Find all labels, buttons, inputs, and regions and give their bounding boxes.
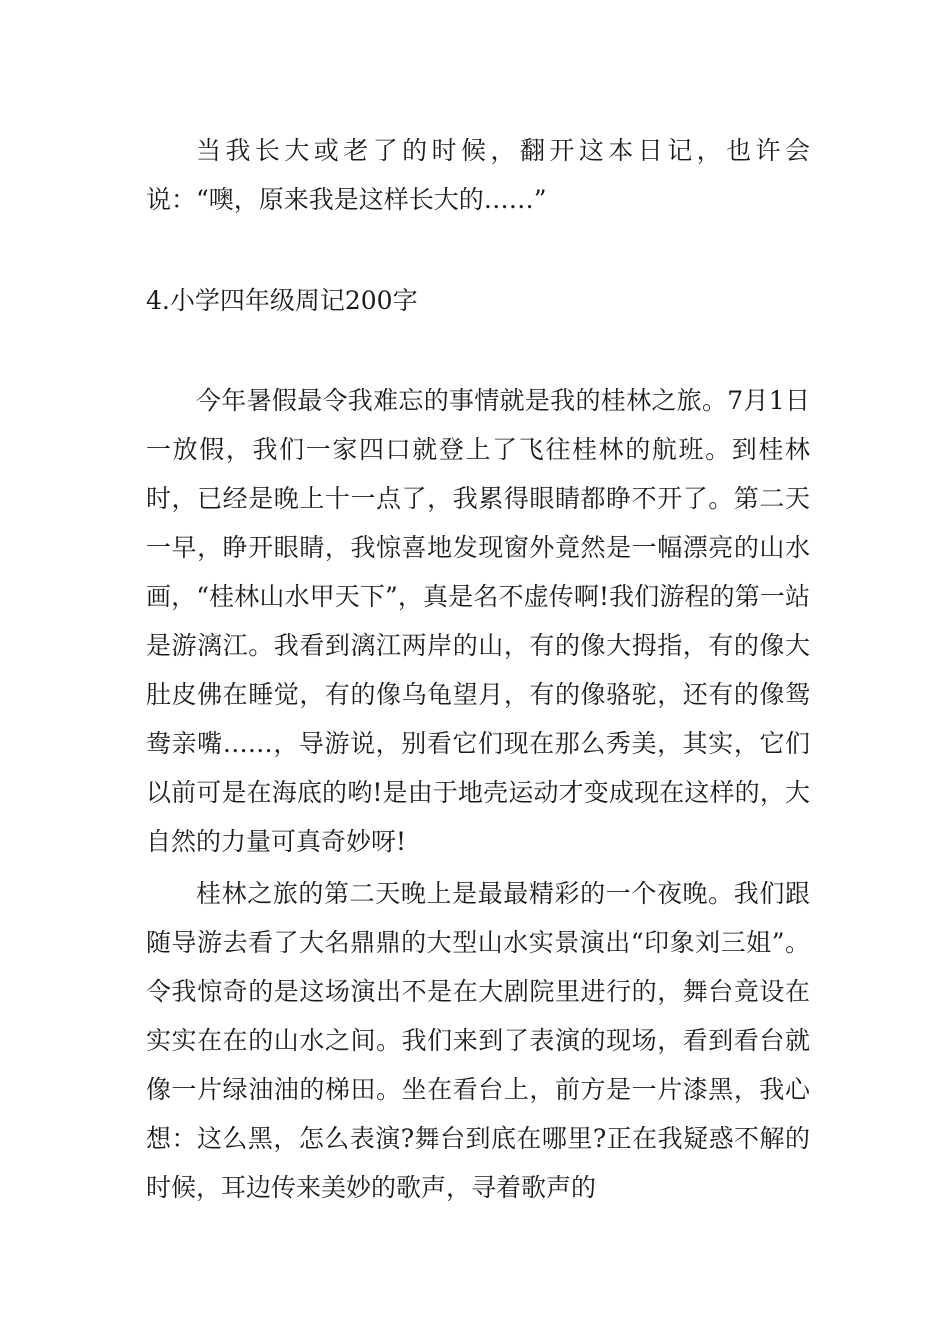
body-paragraph-2: 桂林之旅的第二天晚上是最最精彩的一个夜晚。我们跟随导游去看了大名鼎鼎的大型山水实景演出“印象刘三姐”。令我惊奇的是这场演出不是在大剧院里进行的，舞台竟设在实实在在的山水之间。我们来到了表演的现场，看到看台就像一片绿油油的梯田。坐在看台上，前方是一片漆黑，我心想：这么黑，怎么表演?舞台到底在哪里?正在我疑惑不解的时候，耳边传来美妙的歌声，寻着歌声的 xyxy=(146,879,810,1202)
intro-paragraph: 当我长大或老了的时候，翻开这本日记，也许会说：“噢，原来我是这样长大的……” xyxy=(146,136,810,214)
section-heading: 4.小学四年级周记200字 xyxy=(146,286,418,315)
body-paragraph-1: 今年暑假最令我难忘的事情就是我的桂林之旅。7月1日一放假，我们一家四口就登上了飞往桂林的航班。到桂林时，已经是晚上十一点了，我累得眼睛都睁不开了。第二天一早，睁开眼睛，我惊喜地发现窗外竟然是一幅漂亮的山水画，“桂林山水甲天下”，真是名不虚传啊!我们游程的第一站是游漓江。我看到漓江两岸的山，有的像大拇指，有的像大肚皮佛在睡觉，有的像乌龟望月，有的像骆驼，还有的像鸳鸯亲嘴……，导游说，别看它们现在那么秀美，其实，它们以前可是在海底的哟!是由于地壳运动才变成现在这样的，大自然的力量可真奇妙呀! xyxy=(146,386,810,856)
